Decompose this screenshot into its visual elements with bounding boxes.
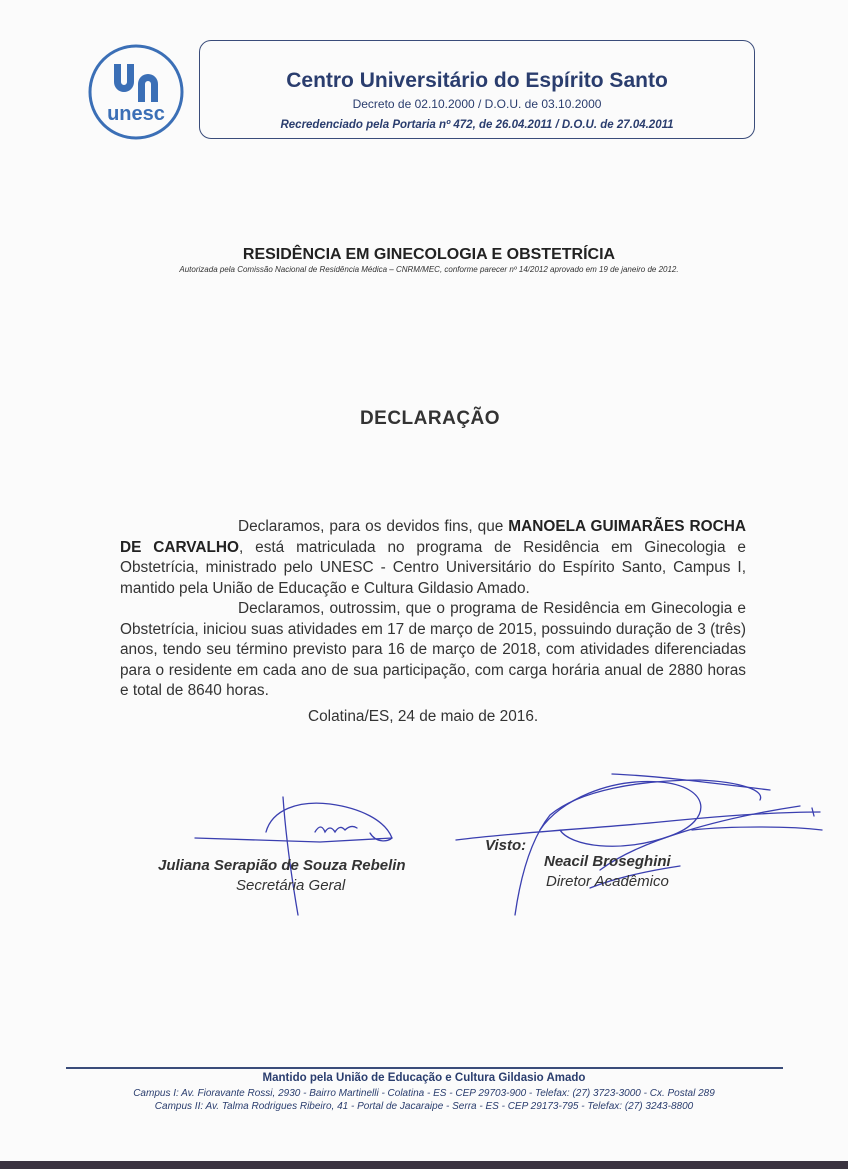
institution-portaria: Recredenciado pela Portaria nº 472, de 26.04.2011 / D.O.U. de 27.04.2011 xyxy=(280,119,674,131)
institution-decree: Decreto de 02.10.2000 / D.O.U. de 03.10.2000 xyxy=(352,97,602,111)
program-authorization: Autorizada pela Comissão Nacional de Residência Médica – CNRM/MEC, conforme parecer nº 14/2012 aprovado em 19 de janeiro de 2012. xyxy=(179,265,679,274)
right-signatory-name: Neacil Broseghini xyxy=(544,853,671,870)
document-date: Colatina/ES, 24 de maio de 2016. xyxy=(308,708,539,725)
visto-label: Visto: xyxy=(485,837,527,854)
right-signatory-role: Diretor Acadêmico xyxy=(546,873,669,890)
left-signatory-name: Juliana Serapião de Souza Rebelin xyxy=(158,857,406,874)
institution-title: Centro Universitário do Espírito Santo xyxy=(286,69,668,92)
institution-header xyxy=(199,40,755,139)
left-signature-scribble xyxy=(195,797,392,915)
student-name: MANOELA GUIMARÃES ROCHA DE CARVALHO xyxy=(120,518,746,556)
paragraph-2: Declaramos, outrossim, que o programa de Residência em Ginecologia e Obstetrícia, iniciou suas atividades em 17 de março de 2015, possuindo duração de 3 (três) anos, tendo seu término previsto para 16 de março de 2018, com atividades diferenciadas para o residente em cada ano de sua participação, com carga horária anual de 2880 horas e total de 8640 horas. xyxy=(120,600,746,699)
footer-campus-1: Campus I: Av. Fioravante Rossi, 2930 - Bairro Martinelli - Colatina - ES - CEP 29703-900 - Telefax: (27) 3723-3000 - Cx. Postal 289 xyxy=(133,1088,715,1099)
paragraph-1: Declaramos, para os devidos fins, que MANOELA GUIMARÃES ROCHA DE CARVALHO, está matriculada no programa de Residência em Ginecologia e Obstetrícia, ministrado pelo UNESC - Centro Universitário do Espírito Santo, Campus I, mantido pela União de Educação e Cultura Gildasio Amado. xyxy=(120,518,746,597)
footer-campus-2: Campus II: Av. Talma Rodrigues Ribeiro, 41 - Portal de Jacaraipe - Serra - ES - CEP 29173-795 - Telefax: (27) 3243-8800 xyxy=(154,1101,694,1112)
left-signatory-role: Secretária Geral xyxy=(236,877,346,894)
program-title: RESIDÊNCIA EM GINECOLOGIA E OBSTETRÍCIA xyxy=(242,246,616,263)
document-title: DECLARAÇÃO xyxy=(359,408,501,429)
unesc-logo xyxy=(88,44,184,140)
logo-wordmark: unesc xyxy=(107,103,165,125)
scan-bottom-edge xyxy=(0,1161,848,1169)
declaration-body xyxy=(120,517,746,702)
footer-maintainer: Mantido pela União de Educação e Cultura Gildasio Amado xyxy=(262,1072,586,1084)
footer-divider xyxy=(66,1067,783,1069)
